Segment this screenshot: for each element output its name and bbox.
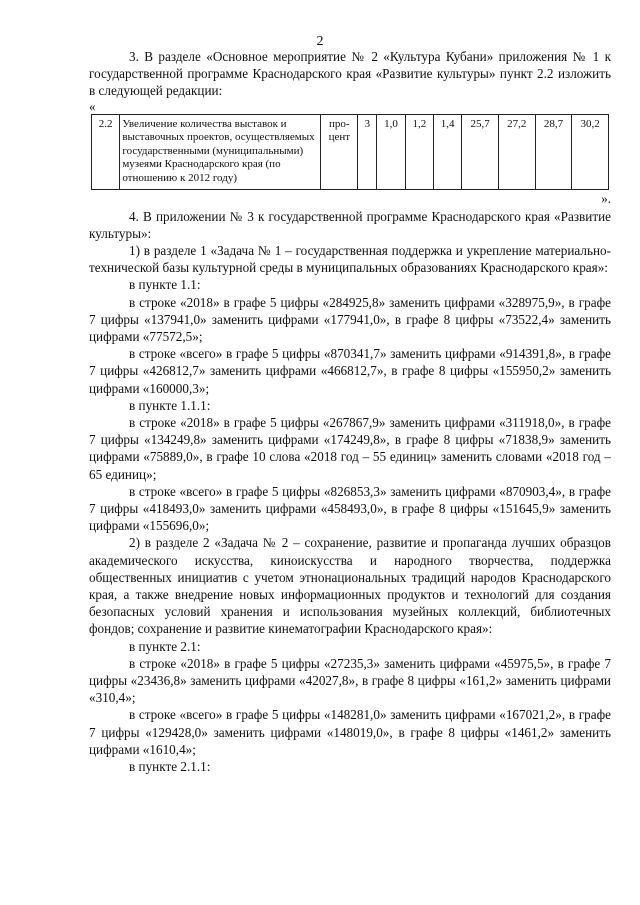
row-number-cell: 2.2 — [92, 114, 120, 189]
paragraph-point-1-1-1-a: в строке «2018» в графе 5 цифры «267867,9» заменить цифрами «311918,0», в графе 7 цифры «134249,8» заменить цифрами «174249,8», в графе 8 цифры «71838,9» заменить цифрами «75889,0», в графе 10 слова «2018 год – 55 единиц» заменить словами «2018 год – 65 единиц»; — [89, 415, 611, 482]
quote-open: « — [89, 98, 96, 114]
value-cell: 25,7 — [462, 114, 499, 189]
indicator-name-cell: Увеличение количества выставок и выставочных проектов, осуществляемых государственными (муниципальными) музеями Краснодарского края (по отношению к 2012 году) — [120, 114, 321, 189]
amendment-table — [91, 114, 609, 190]
paragraph-item-4: 4. В приложении № 3 к государственной программе Краснодарского края «Развитие культуры»: — [89, 208, 611, 241]
paragraph-point-1-1-1: в пункте 1.1.1: — [129, 397, 211, 413]
paragraph-point-1-1-b: в строке «всего» в графе 5 цифры «870341,7» заменить цифрами «914391,8», в графе 7 цифры «426812,7» заменить цифрами «466812,7», в графе 8 цифры «155950,2» заменить цифрами «160000,3»; — [89, 346, 611, 396]
paragraph-point-1-1-1-b: в строке «всего» в графе 5 цифры «826853,3» заменить цифрами «870903,4», в графе 7 цифры «418493,0» заменить цифрами «458493,0», в графе 8 цифры «151645,9» заменить цифрами «155696,0»; — [89, 483, 611, 534]
page-number: 2 — [316, 34, 324, 49]
paragraph-sub-1: 1) в разделе 1 «Задача № 1 – государственная поддержка и укрепление материально-технической базы культурной среды в муниципальных образованиях Краснодарского края»: — [89, 242, 611, 276]
paragraph-point-2-1: в пункте 2.1: — [129, 638, 201, 654]
value-cell: 3 — [358, 114, 377, 189]
document-body — [89, 48, 611, 775]
value-cell: 1,4 — [433, 114, 461, 189]
table-row — [92, 114, 609, 189]
paragraph-item-3: 3. В разделе «Основное мероприятие № 2 «Культура Кубани» приложения № 1 к государственной программе Краснодарского края «Развитие культуры» пункт 2.2 изложить в следующей редакции: — [89, 49, 611, 99]
paragraph-point-2-1-a: в строке «2018» в графе 5 цифры «27235,3» заменить цифрами «45975,5», в графе 7 цифры «23436,8» заменить цифрами «42027,8», в графе 8 цифры «161,2» заменить цифрами «310,4»; — [89, 655, 611, 706]
paragraph-sub-2: 2) в разделе 2 «Задача № 2 – сохранение, развитие и пропаганда лучших образцов академического искусства, киноискусства и народного творчества, поддержка общественных инициатив с учетом этнонациональных традиций народов Краснодарского края, а также внедрение новых информационных продуктов и технологий для создания безопасных условий хранения и использования музейных коллекций, библиотечных фондов; сохранение и развитие кинематографии Краснодарского края»: — [89, 535, 611, 637]
value-cell: 27,2 — [498, 114, 535, 189]
paragraph-point-1-1-a: в строке «2018» в графе 5 цифры «284925,8» заменить цифрами «328975,9», в графе 7 цифры «137941,0» заменить цифрами «177941,0», в графе 8 цифры «73522,4» заменить цифрами «77572,5»; — [89, 294, 611, 344]
value-cell: 1,2 — [405, 114, 433, 189]
paragraph-point-2-1-b: в строке «всего» в графе 5 цифры «148281,0» заменить цифрами «167021,2», в графе 7 цифры «129428,0» заменить цифрами «148019,0», в графе 8 цифры «1461,2» заменить цифрами «1610,4»; — [89, 707, 611, 757]
value-cell: 28,7 — [535, 114, 572, 189]
paragraph-point-2-1-1: в пункте 2.1.1: — [129, 759, 211, 775]
quote-close: ». — [601, 190, 611, 206]
unit-cell: про- цент — [321, 114, 358, 189]
paragraph-point-1-1: в пункте 1.1: — [129, 277, 201, 293]
value-cell: 30,2 — [572, 114, 609, 189]
value-cell: 1,0 — [377, 114, 405, 189]
